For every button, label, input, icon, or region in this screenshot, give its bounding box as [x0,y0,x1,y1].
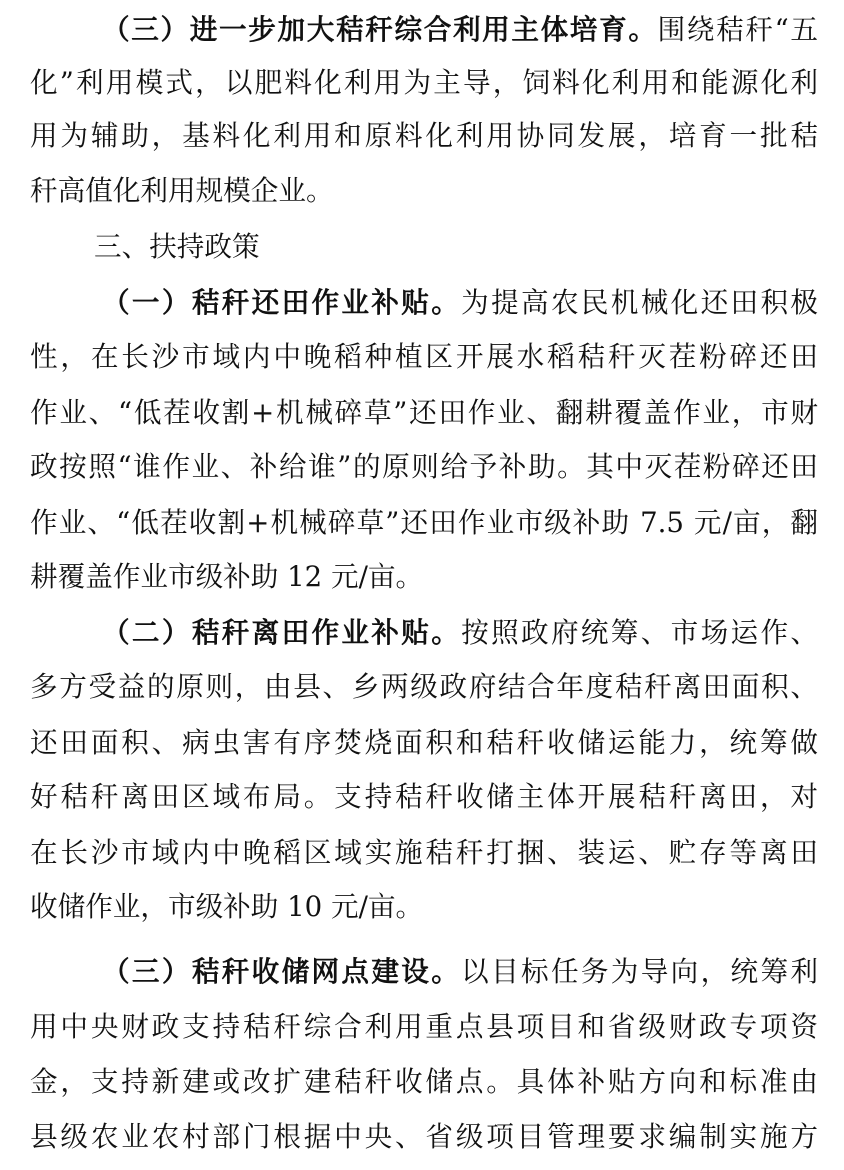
subsection-heading: （一）秸秆还田作业补贴。 [102,286,462,319]
paragraph-line: 耕覆盖作业市级补助 12 元/亩。 [30,560,424,593]
paragraph-line: 性，在长沙市域内中晚稻种植区开展水稻秸秆灭茬粉碎还田 [30,340,818,373]
paragraph-line: 政按照“谁作业、补给谁”的原则给予补助。其中灭茬粉碎还田 [30,450,818,483]
paragraph-line: 金，支持新建或改扩建秸秆收储点。具体补贴方向和标准由 [30,1065,818,1098]
paragraph-line: 收储作业，市级补助 10 元/亩。 [30,890,424,923]
section-heading: （三）进一步加大秸秆综合利用主体培育。 [102,13,658,46]
paragraph-line: 还田面积、病虫害有序焚烧面积和秸秆收储运能力，统筹做 [30,726,818,759]
paragraph-line: 化”利用模式，以肥料化利用为主导，饲料化利用和能源化利 [30,66,818,99]
paragraph-line: （一）秸秆还田作业补贴。为提高农民机械化还田积极 [102,286,818,319]
paragraph-line: （三）秸秆收储网点建设。以目标任务为导向，统筹利 [102,955,818,988]
paragraph-line: 作业、“低茬收割+机械碎草”还田作业、翻耕覆盖作业，市财 [30,396,818,429]
paragraph-line: （二）秸秆离田作业补贴。按照政府统筹、市场运作、 [102,616,818,649]
paragraph-line: 多方受益的原则，由县、乡两级政府结合年度秸秆离田面积、 [30,670,818,703]
paragraph-line: （三）进一步加大秸秆综合利用主体培育。围绕秸秆“五 [102,13,818,46]
paragraph-line: 好秸秆离田区域布局。支持秸秆收储主体开展秸秆离田，对 [30,780,818,813]
paragraph-line: 用为辅助，基料化利用和原料化利用协同发展，培育一批秸 [30,119,818,152]
paragraph-line: 用中央财政支持秸秆综合利用重点县项目和省级财政专项资 [30,1010,818,1043]
paragraph-line: 秆高值化利用规模企业。 [30,174,334,207]
paragraph-line: 作业、“低茬收割+机械碎草”还田作业市级补助 7.5 元/亩，翻 [30,506,818,539]
paragraph-line: 县级农业农村部门根据中央、省级项目管理要求编制实施方 [30,1120,818,1153]
paragraph-line: 在长沙市域内中晚稻区域实施秸秆打捆、装运、贮存等离田 [30,836,818,869]
subsection-heading: （二）秸秆离田作业补贴。 [102,616,462,649]
subsection-heading: （三）秸秆收储网点建设。 [102,955,462,988]
section-title: 三、扶持政策 [94,230,260,263]
